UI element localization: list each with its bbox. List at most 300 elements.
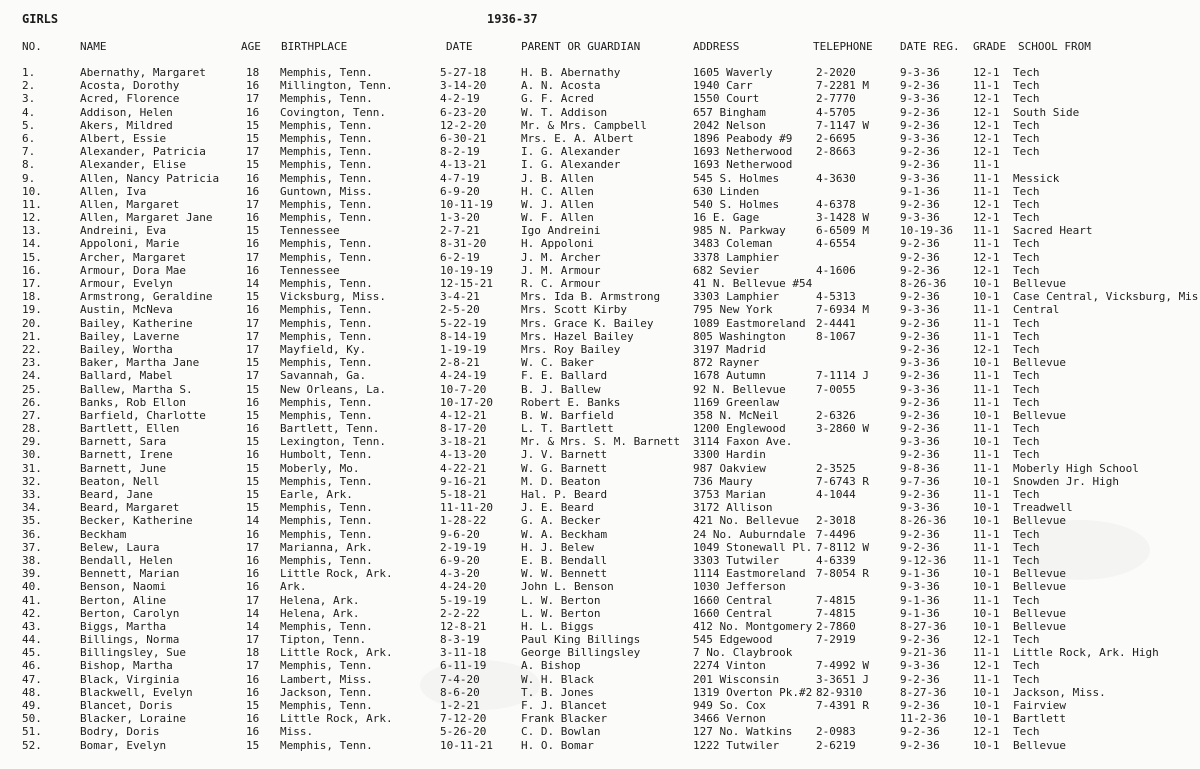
row-number: 27. xyxy=(22,408,42,422)
table-row xyxy=(0,739,1200,752)
student-address: 1693 Netherwood xyxy=(693,158,793,172)
previous-school: Bellevue xyxy=(1013,408,1066,422)
registration-date: 9-2-36 xyxy=(900,633,940,647)
registration-date: 9-2-36 xyxy=(900,79,940,93)
parent-or-guardian: W. G. Barnett xyxy=(521,461,608,475)
student-name: Armour, Evelyn xyxy=(80,277,173,290)
table-row xyxy=(0,422,1200,435)
parent-or-guardian: J. B. Allen xyxy=(521,171,594,185)
telephone-number: 2-6219 xyxy=(816,738,856,752)
parent-or-guardian: W. C. Baker xyxy=(521,356,594,370)
telephone-number: 82-9310 xyxy=(816,685,863,699)
student-address: 127 No. Watkins xyxy=(693,725,793,739)
telephone-number: 4-5705 xyxy=(816,105,856,119)
parent-or-guardian: W. J. Allen xyxy=(521,197,594,211)
previous-school: Tech xyxy=(1013,540,1040,554)
table-row xyxy=(0,594,1200,607)
student-age: 17 xyxy=(246,197,260,211)
row-number: 23. xyxy=(22,356,42,370)
registration-date: 9-2-36 xyxy=(900,342,940,356)
table-row xyxy=(0,330,1200,343)
student-name: Alexander, Patricia xyxy=(80,145,206,159)
student-birthplace: Memphis, Tenn. xyxy=(280,171,373,185)
row-number: 3. xyxy=(22,92,36,106)
birth-date: 6-11-19 xyxy=(440,659,487,673)
row-number: 29. xyxy=(22,435,42,449)
previous-school: Fairview xyxy=(1013,699,1066,712)
birth-date: 4-24-19 xyxy=(440,369,487,383)
student-name: Abernathy, Margaret xyxy=(80,66,206,79)
previous-school: Bartlett xyxy=(1013,712,1066,726)
student-address: 3466 Vernon xyxy=(693,712,766,726)
student-address: 949 So. Cox xyxy=(693,699,766,712)
table-row xyxy=(0,132,1200,145)
grade-level: 12-1 xyxy=(973,131,1000,145)
parent-or-guardian: R. C. Armour xyxy=(521,277,601,290)
table-row xyxy=(0,699,1200,712)
table-row xyxy=(0,198,1200,211)
row-number: 22. xyxy=(22,342,42,356)
birth-date: 3-11-18 xyxy=(440,646,487,660)
birth-date: 1-19-19 xyxy=(440,342,487,356)
grade-level: 10-1 xyxy=(973,474,1000,488)
student-name: Archer, Margaret xyxy=(80,250,186,264)
birth-date: 12-2-20 xyxy=(440,118,487,132)
registration-date: 9-2-36 xyxy=(900,105,940,119)
parent-or-guardian: A. N. Acosta xyxy=(521,79,601,93)
student-birthplace: Memphis, Tenn. xyxy=(280,514,373,528)
row-number: 4. xyxy=(22,105,36,119)
parent-or-guardian: W. A. Beckham xyxy=(521,527,608,541)
registration-date: 9-3-36 xyxy=(900,66,940,79)
table-row xyxy=(0,92,1200,105)
birth-date: 4-13-21 xyxy=(440,158,487,172)
student-name: Berton, Carolyn xyxy=(80,606,180,620)
row-number: 52. xyxy=(22,738,42,752)
previous-school: Tech xyxy=(1013,131,1040,145)
table-row xyxy=(0,145,1200,158)
grade-level: 11-1 xyxy=(973,422,1000,436)
parent-or-guardian: H. L. Biggs xyxy=(521,619,594,633)
row-number: 42. xyxy=(22,606,42,620)
parent-or-guardian: J. E. Beard xyxy=(521,501,594,515)
student-birthplace: Little Rock, Ark. xyxy=(280,567,393,581)
previous-school: Messick xyxy=(1013,171,1060,185)
student-name: Armstrong, Geraldine xyxy=(80,290,213,304)
student-birthplace: Memphis, Tenn. xyxy=(280,553,373,567)
table-row xyxy=(0,462,1200,475)
student-age: 16 xyxy=(246,395,260,409)
registration-date: 9-2-36 xyxy=(900,263,940,277)
parent-or-guardian: I. G. Alexander xyxy=(521,158,621,172)
previous-school: Jackson, Miss. xyxy=(1013,685,1106,699)
student-age: 16 xyxy=(246,105,260,119)
registration-date: 8-27-36 xyxy=(900,685,947,699)
previous-school: Bellevue xyxy=(1013,619,1066,633)
student-birthplace: Memphis, Tenn. xyxy=(280,738,373,752)
parent-or-guardian: I. G. Alexander xyxy=(521,145,621,159)
parent-or-guardian: Robert E. Banks xyxy=(521,395,621,409)
header-age: AGE xyxy=(241,40,261,53)
birth-date: 10-7-20 xyxy=(440,382,487,396)
birth-date: 10-17-20 xyxy=(440,395,493,409)
parent-or-guardian: J. V. Barnett xyxy=(521,448,608,462)
student-age: 17 xyxy=(246,92,260,106)
student-age: 16 xyxy=(246,79,260,93)
student-age: 16 xyxy=(246,263,260,277)
birth-date: 4-13-20 xyxy=(440,448,487,462)
parent-or-guardian: Frank Blacker xyxy=(521,712,608,726)
student-age: 16 xyxy=(246,527,260,541)
parent-or-guardian: Mrs. Grace K. Bailey xyxy=(521,316,654,330)
parent-or-guardian: L. T. Bartlett xyxy=(521,422,614,436)
student-birthplace: Memphis, Tenn. xyxy=(280,395,373,409)
grade-level: 11-1 xyxy=(973,448,1000,462)
student-name: Ballard, Mabel xyxy=(80,369,173,383)
parent-or-guardian: L. W. Berton xyxy=(521,593,601,607)
header-telephone: TELEPHONE xyxy=(813,40,873,53)
student-address: 545 S. Holmes xyxy=(693,171,780,185)
telephone-number: 7-8054 R xyxy=(816,567,869,581)
school-year: 1936-37 xyxy=(487,12,538,26)
telephone-number: 7-4815 xyxy=(816,593,856,607)
student-age: 17 xyxy=(246,145,260,159)
table-row xyxy=(0,607,1200,620)
row-number: 8. xyxy=(22,158,36,172)
table-row xyxy=(0,409,1200,422)
student-name: Barfield, Charlotte xyxy=(80,408,206,422)
student-age: 15 xyxy=(246,461,260,475)
grade-level: 11-1 xyxy=(973,184,1000,198)
birth-date: 1-2-21 xyxy=(440,699,480,712)
birth-date: 8-6-20 xyxy=(440,685,480,699)
grade-level: 10-1 xyxy=(973,619,1000,633)
registration-date: 9-2-36 xyxy=(900,369,940,383)
student-age: 17 xyxy=(246,593,260,607)
registration-date: 9-2-36 xyxy=(900,197,940,211)
student-address: 2274 Vinton xyxy=(693,659,766,673)
student-birthplace: Millington, Tenn. xyxy=(280,79,393,93)
previous-school: Tech xyxy=(1013,237,1040,251)
birth-date: 2-5-20 xyxy=(440,303,480,317)
registration-date: 9-3-36 xyxy=(900,356,940,370)
parent-or-guardian: Mrs. Scott Kirby xyxy=(521,303,627,317)
registration-date: 9-21-36 xyxy=(900,646,947,660)
student-name: Beard, Jane xyxy=(80,488,153,501)
student-birthplace: Memphis, Tenn. xyxy=(280,158,373,172)
parent-or-guardian: J. M. Archer xyxy=(521,250,601,264)
telephone-number: 2-3525 xyxy=(816,461,856,475)
table-row xyxy=(0,567,1200,580)
student-name: Billingsley, Sue xyxy=(80,646,186,660)
previous-school: Tech xyxy=(1013,633,1040,647)
parent-or-guardian: H. J. Belew xyxy=(521,540,594,554)
birth-date: 4-12-21 xyxy=(440,408,487,422)
birth-date: 7-12-20 xyxy=(440,712,487,726)
row-number: 25. xyxy=(22,382,42,396)
table-row xyxy=(0,541,1200,554)
student-birthplace: Marianna, Ark. xyxy=(280,540,373,554)
birth-date: 8-2-19 xyxy=(440,145,480,159)
birth-date: 2-8-21 xyxy=(440,356,480,370)
previous-school: Tech xyxy=(1013,79,1040,93)
grade-level: 12-1 xyxy=(973,211,1000,225)
previous-school: Tech xyxy=(1013,197,1040,211)
student-birthplace: Memphis, Tenn. xyxy=(280,356,373,370)
student-name: Belew, Laura xyxy=(80,540,160,554)
grade-level: 10-1 xyxy=(973,685,1000,699)
registration-date: 9-2-36 xyxy=(900,158,940,172)
telephone-number: 7-4992 W xyxy=(816,659,869,673)
row-number: 39. xyxy=(22,567,42,581)
student-name: Barnett, Sara xyxy=(80,435,167,449)
table-row xyxy=(0,264,1200,277)
student-address: 805 Washington xyxy=(693,329,786,343)
grade-level: 12-1 xyxy=(973,197,1000,211)
student-birthplace: Memphis, Tenn. xyxy=(280,131,373,145)
previous-school: Bellevue xyxy=(1013,580,1066,594)
row-number: 45. xyxy=(22,646,42,660)
registration-date: 9-12-36 xyxy=(900,553,947,567)
table-row xyxy=(0,277,1200,290)
registration-date: 9-2-36 xyxy=(900,118,940,132)
student-address: 1605 Waverly xyxy=(693,66,773,79)
telephone-number: 7-2281 M xyxy=(816,79,869,93)
telephone-number: 7-4815 xyxy=(816,606,856,620)
student-name: Bendall, Helen xyxy=(80,553,173,567)
header-school-from: SCHOOL FROM xyxy=(1018,40,1091,53)
grade-level: 11-1 xyxy=(973,646,1000,660)
grade-level: 11-1 xyxy=(973,382,1000,396)
birth-date: 3-4-21 xyxy=(440,290,480,304)
table-row xyxy=(0,185,1200,198)
previous-school: Tech xyxy=(1013,725,1040,739)
student-birthplace: Covington, Tenn. xyxy=(280,105,386,119)
previous-school: Snowden Jr. High xyxy=(1013,474,1119,488)
student-age: 17 xyxy=(246,316,260,330)
grade-level: 10-1 xyxy=(973,712,1000,726)
table-row xyxy=(0,712,1200,725)
table-row xyxy=(0,343,1200,356)
student-name: Albert, Essie xyxy=(80,131,167,145)
grade-level: 12-1 xyxy=(973,105,1000,119)
student-age: 16 xyxy=(246,303,260,317)
grade-level: 10-1 xyxy=(973,277,1000,290)
previous-school: Tech xyxy=(1013,593,1040,607)
table-row xyxy=(0,106,1200,119)
student-age: 15 xyxy=(246,224,260,238)
parent-or-guardian: John L. Benson xyxy=(521,580,614,594)
previous-school: Tech xyxy=(1013,422,1040,436)
previous-school: Tech xyxy=(1013,382,1040,396)
student-name: Acosta, Dorothy xyxy=(80,79,180,93)
student-age: 17 xyxy=(246,633,260,647)
row-number: 49. xyxy=(22,699,42,712)
student-age: 16 xyxy=(246,712,260,726)
student-age: 14 xyxy=(246,277,260,290)
registration-date: 9-2-36 xyxy=(900,699,940,712)
student-address: 1169 Greenlaw xyxy=(693,395,780,409)
parent-or-guardian: Paul King Billings xyxy=(521,633,641,647)
student-address: 630 Linden xyxy=(693,184,760,198)
student-birthplace: Memphis, Tenn. xyxy=(280,277,373,290)
student-address: 3303 Lamphier xyxy=(693,290,780,304)
student-birthplace: Humbolt, Tenn. xyxy=(280,448,373,462)
row-number: 50. xyxy=(22,712,42,726)
table-row xyxy=(0,686,1200,699)
student-age: 16 xyxy=(246,672,260,686)
telephone-number: 8-1067 xyxy=(816,329,856,343)
row-number: 10. xyxy=(22,184,42,198)
student-birthplace: Earle, Ark. xyxy=(280,488,353,501)
sheet-label: GIRLS xyxy=(22,12,59,26)
previous-school: Tech xyxy=(1013,118,1040,132)
student-age: 15 xyxy=(246,356,260,370)
student-name: Barnett, June xyxy=(80,461,167,475)
student-name: Armour, Dora Mae xyxy=(80,263,186,277)
student-birthplace: Little Rock, Ark. xyxy=(280,646,393,660)
row-number: 36. xyxy=(22,527,42,541)
birth-date: 8-31-20 xyxy=(440,237,487,251)
table-row xyxy=(0,673,1200,686)
student-address: 16 E. Gage xyxy=(693,211,760,225)
student-address: 1678 Autumn xyxy=(693,369,766,383)
previous-school: Central xyxy=(1013,303,1060,317)
table-row xyxy=(0,659,1200,672)
student-birthplace: Memphis, Tenn. xyxy=(280,501,373,515)
row-number: 15. xyxy=(22,250,42,264)
registration-date: 9-3-36 xyxy=(900,659,940,673)
table-row xyxy=(0,580,1200,593)
telephone-number: 7-1147 W xyxy=(816,118,869,132)
header-date: DATE xyxy=(446,40,473,53)
student-name: Blackwell, Evelyn xyxy=(80,685,193,699)
parent-or-guardian: M. D. Beaton xyxy=(521,474,601,488)
registration-date: 9-3-36 xyxy=(900,501,940,515)
registration-date: 9-3-36 xyxy=(900,171,940,185)
telephone-number: 4-6554 xyxy=(816,237,856,251)
telephone-number: 7-8112 W xyxy=(816,540,869,554)
parent-or-guardian: B. W. Barfield xyxy=(521,408,614,422)
student-birthplace: Memphis, Tenn. xyxy=(280,329,373,343)
header-no: NO. xyxy=(22,40,42,53)
telephone-number: 2-6695 xyxy=(816,131,856,145)
student-address: 2042 Nelson xyxy=(693,118,766,132)
student-address: 540 S. Holmes xyxy=(693,197,780,211)
row-number: 9. xyxy=(22,171,36,185)
registration-date: 9-2-36 xyxy=(900,290,940,304)
birth-date: 6-2-19 xyxy=(440,250,480,264)
previous-school: Tech xyxy=(1013,316,1040,330)
parent-or-guardian: J. M. Armour xyxy=(521,263,601,277)
birth-date: 3-14-20 xyxy=(440,79,487,93)
student-birthplace: Miss. xyxy=(280,725,314,739)
previous-school: Bellevue xyxy=(1013,277,1066,290)
previous-school: Treadwell xyxy=(1013,501,1073,515)
previous-school: Tech xyxy=(1013,659,1040,673)
previous-school: Tech xyxy=(1013,553,1040,567)
student-age: 17 xyxy=(246,369,260,383)
row-number: 34. xyxy=(22,501,42,515)
previous-school: Bellevue xyxy=(1013,606,1066,620)
previous-school: Tech xyxy=(1013,395,1040,409)
previous-school: Tech xyxy=(1013,211,1040,225)
birth-date: 10-11-19 xyxy=(440,197,493,211)
student-name: Beckham xyxy=(80,527,127,541)
grade-level: 12-1 xyxy=(973,633,1000,647)
student-name: Acred, Florence xyxy=(80,92,180,106)
student-address: 682 Sevier xyxy=(693,263,760,277)
student-birthplace: New Orleans, La. xyxy=(280,382,386,396)
student-age: 15 xyxy=(246,382,260,396)
birth-date: 10-19-19 xyxy=(440,263,493,277)
parent-or-guardian: Hal. P. Beard xyxy=(521,488,608,501)
student-birthplace: Tipton, Tenn. xyxy=(280,633,367,647)
previous-school: Bellevue xyxy=(1013,514,1066,528)
student-name: Bishop, Martha xyxy=(80,659,173,673)
student-age: 15 xyxy=(246,408,260,422)
birth-date: 8-14-19 xyxy=(440,329,487,343)
student-name: Barnett, Irene xyxy=(80,448,173,462)
telephone-number: 3-2860 W xyxy=(816,422,869,436)
previous-school: Tech xyxy=(1013,448,1040,462)
student-name: Bodry, Doris xyxy=(80,725,160,739)
student-age: 15 xyxy=(246,131,260,145)
registration-date: 9-3-36 xyxy=(900,303,940,317)
grade-level: 12-1 xyxy=(973,92,1000,106)
parent-or-guardian: George Billingsley xyxy=(521,646,641,660)
row-number: 12. xyxy=(22,211,42,225)
birth-date: 1-28-22 xyxy=(440,514,487,528)
student-address: 201 Wisconsin xyxy=(693,672,780,686)
student-age: 16 xyxy=(246,448,260,462)
grade-level: 10-1 xyxy=(973,567,1000,581)
student-birthplace: Memphis, Tenn. xyxy=(280,118,373,132)
student-birthplace: Memphis, Tenn. xyxy=(280,250,373,264)
previous-school: Tech xyxy=(1013,369,1040,383)
student-age: 16 xyxy=(246,580,260,594)
student-name: Baker, Martha Jane xyxy=(80,356,200,370)
grade-level: 12-1 xyxy=(973,263,1000,277)
registration-date: 9-2-36 xyxy=(900,145,940,159)
registration-date: 9-2-36 xyxy=(900,250,940,264)
birth-date: 8-3-19 xyxy=(440,633,480,647)
grade-level: 11-1 xyxy=(973,395,1000,409)
telephone-number: 2-2020 xyxy=(816,66,856,79)
row-number: 41. xyxy=(22,593,42,607)
table-row xyxy=(0,237,1200,250)
table-row xyxy=(0,172,1200,185)
student-birthplace: Memphis, Tenn. xyxy=(280,66,373,79)
student-address: 1114 Eastmoreland xyxy=(693,567,806,581)
row-number: 40. xyxy=(22,580,42,594)
parent-or-guardian: Mrs. Roy Bailey xyxy=(521,342,621,356)
student-birthplace: Memphis, Tenn. xyxy=(280,316,373,330)
birth-date: 10-11-21 xyxy=(440,738,493,752)
registration-date: 9-2-36 xyxy=(900,527,940,541)
previous-school: Bellevue xyxy=(1013,356,1066,370)
student-age: 15 xyxy=(246,501,260,515)
row-number: 20. xyxy=(22,316,42,330)
student-age: 16 xyxy=(246,171,260,185)
birth-date: 12-15-21 xyxy=(440,277,493,290)
student-address: 1222 Tutwiler xyxy=(693,738,780,752)
student-age: 14 xyxy=(246,514,260,528)
grade-level: 11-1 xyxy=(973,461,1000,475)
birth-date: 5-27-18 xyxy=(440,66,487,79)
previous-school: Case Central, Vicksburg, Mis xyxy=(1013,290,1199,304)
student-name: Blacker, Loraine xyxy=(80,712,186,726)
